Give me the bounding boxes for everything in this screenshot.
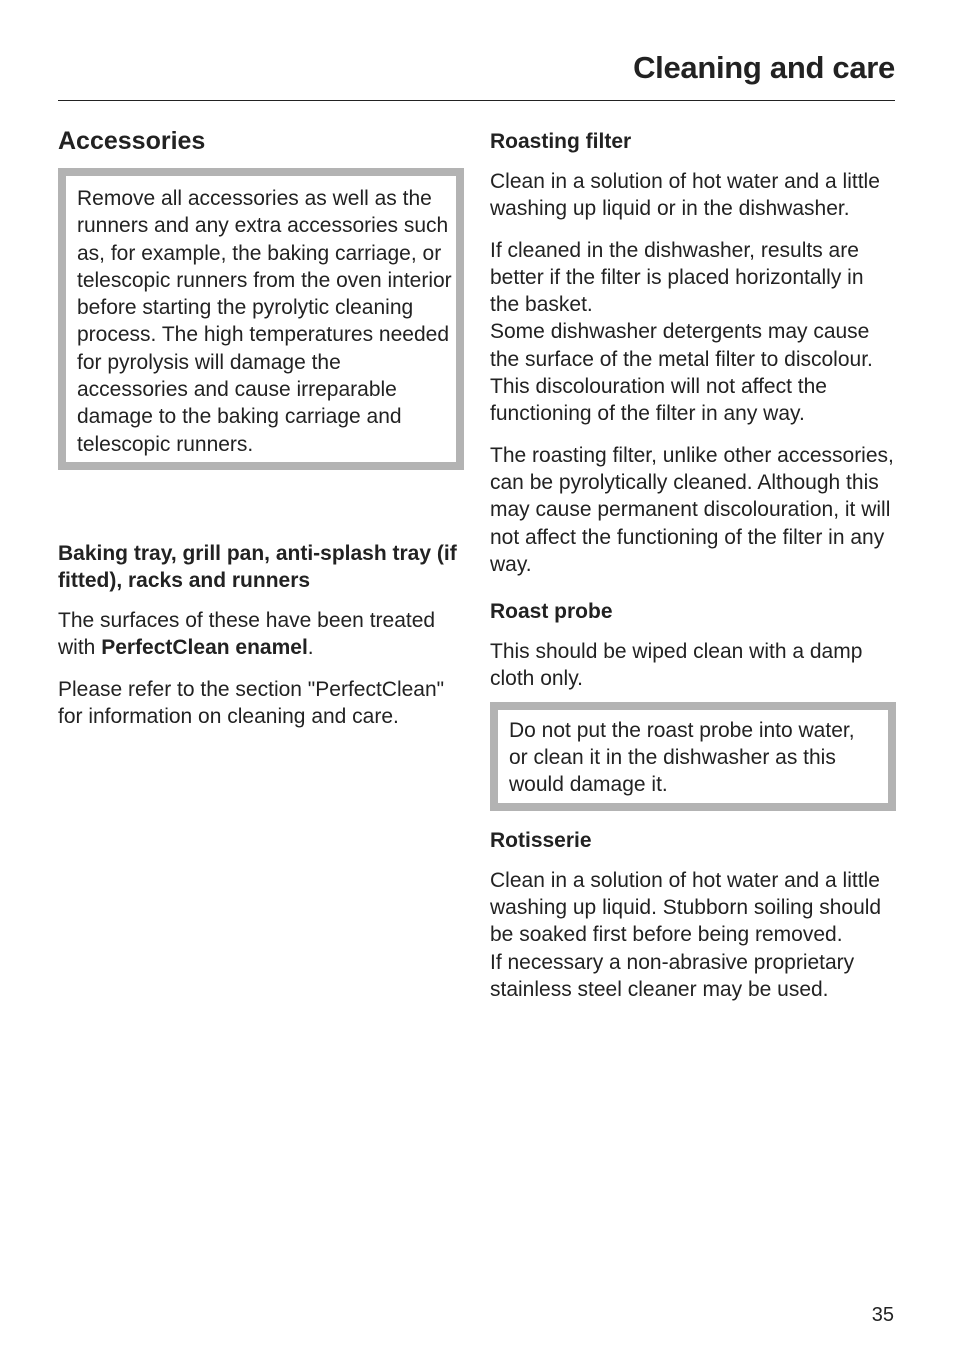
right-column bbox=[490, 124, 896, 1017]
warning-box-roast-probe bbox=[490, 702, 896, 811]
warning-text-roast-probe: Do not put the roast probe into water, or clean it in the dishwasher as this would damage it. bbox=[509, 718, 855, 797]
paragraph-perfectclean-surfaces bbox=[58, 607, 464, 662]
page-title: Cleaning and care bbox=[633, 50, 895, 85]
paragraph-rotisserie-1a: Clean in a solution of hot water and a little washing up liquid. Stubborn soiling should be soaked first before being removed. bbox=[490, 868, 882, 947]
paragraph-roasting-filter-2a: If cleaned in the dishwasher, results are better if the filter is placed horizontally in the basket. bbox=[490, 238, 864, 317]
paragraph-roasting-filter-2b: Some dishwasher detergents may cause the surface of the metal filter to discolour. This discolouration will not affect the functioning of the filter in any way. bbox=[490, 320, 873, 426]
header-divider bbox=[58, 100, 895, 101]
text-span: The surfaces of these have been treated with bbox=[58, 608, 436, 660]
paragraph-roasting-filter-3: The roasting filter, unlike other accessories, can be pyrolytically cleaned. Although this may cause permanent discolouration, it will not affect the functioning of the filter in any way. bbox=[490, 443, 894, 576]
paragraph-roasting-filter-1: Clean in a solution of hot water and a little washing up liquid or in the dishwasher. bbox=[490, 170, 880, 221]
section-heading-accessories: Accessories bbox=[58, 127, 206, 155]
paragraph-roast-probe: This should be wiped clean with a damp cloth only. bbox=[490, 640, 863, 691]
page-number: 35 bbox=[871, 1304, 894, 1326]
warning-text-accessories: Remove all accessories as well as the runners and any extra accessories such as, for example, the baking carriage, or telescopic runners from the oven interior before starting the pyrolytic cleaning process. The high temperatures needed for pyrolysis will damage the accessories and cause irreparable damage to the baking carriage and telescopic runners. bbox=[77, 187, 452, 456]
text-span: . bbox=[307, 636, 314, 660]
subheading-baking-tray: Baking tray, grill pan, anti-splash tray (if fitted), racks and runners bbox=[58, 541, 457, 592]
paragraph-refer-section: Please refer to the section "PerfectClean" for information on cleaning and care. bbox=[58, 677, 445, 728]
bold-term-perfectclean: PerfectClean enamel bbox=[101, 636, 308, 660]
left-column bbox=[58, 124, 464, 744]
subheading-roasting-filter: Roasting filter bbox=[490, 130, 632, 153]
paragraph-rotisserie-1b: If necessary a non-abrasive proprietary stainless steel cleaner may be used. bbox=[490, 950, 855, 1001]
subheading-rotisserie: Rotisserie bbox=[490, 828, 592, 852]
warning-box-accessories bbox=[58, 168, 464, 470]
subheading-roast-probe: Roast probe bbox=[490, 600, 613, 624]
